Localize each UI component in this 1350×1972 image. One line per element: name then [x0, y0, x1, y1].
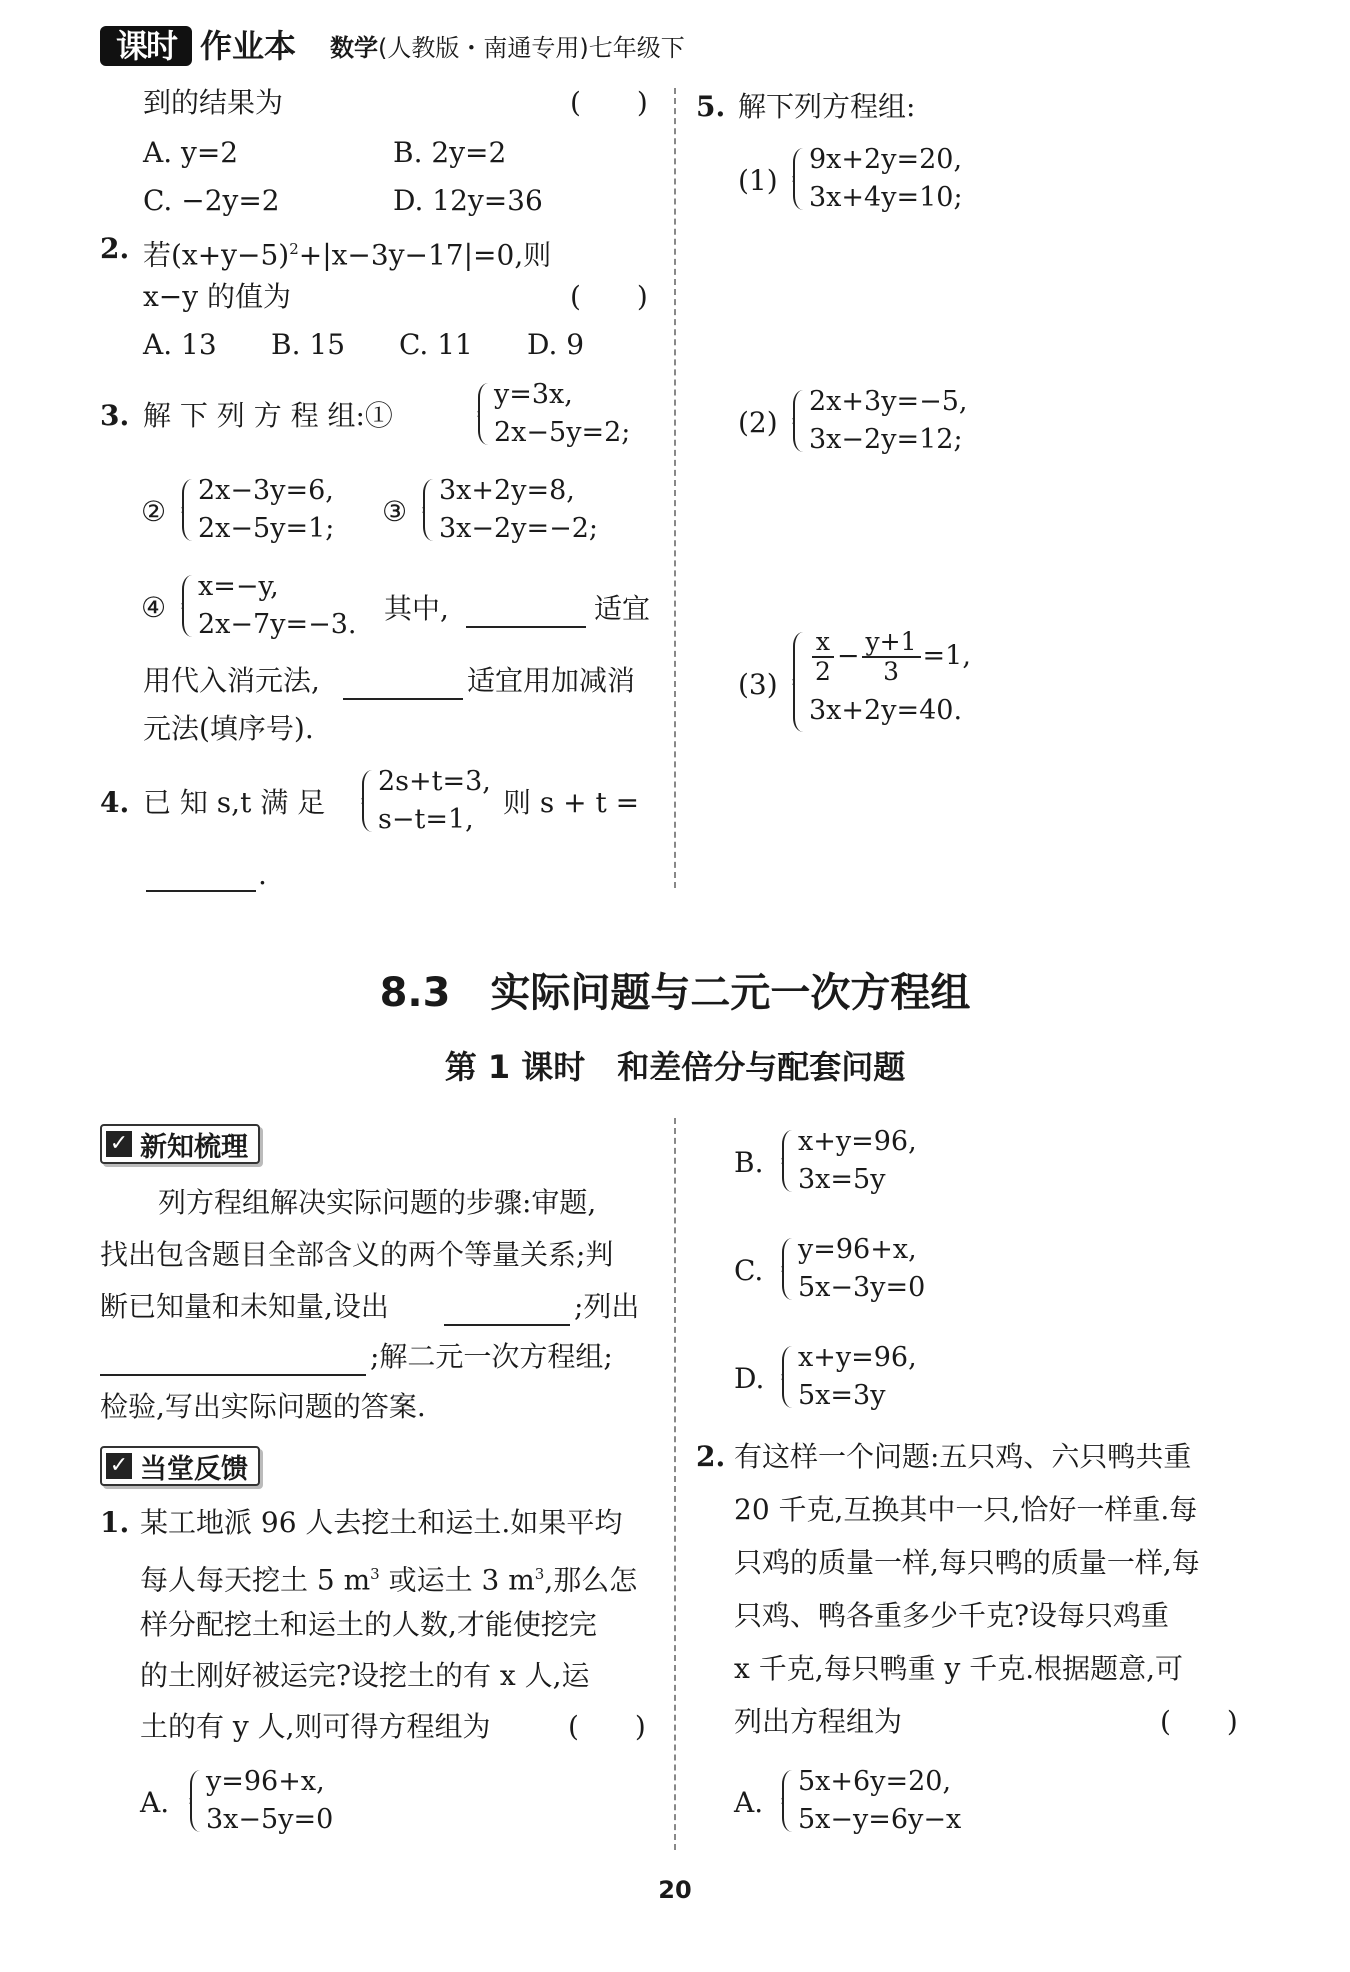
subject-label: 数学 [330, 34, 378, 62]
fb-q1-number: 1. [100, 1506, 130, 1539]
equations [798, 1763, 961, 1839]
equation: 2x+3y=−5, [809, 386, 968, 417]
equation: 5x+6y=20, [798, 1766, 952, 1797]
fb-q1-line1: 某工地派 96 人去挖土和运土.如果平均 [140, 1506, 623, 1539]
page-number: 20 [658, 1876, 692, 1904]
equation: 3x+2y=40. [809, 695, 963, 726]
q1-option-c: C. −2y=2 [143, 184, 280, 217]
q4-tail: 则 s + t = [503, 786, 640, 819]
fb-q1-option-a-system [190, 1763, 333, 1839]
q4-answer-blank[interactable] [146, 864, 256, 892]
fb-q2-line2: 20 千克,互换其中一只,恰好一样重.每 [734, 1493, 1198, 1526]
checkbox-icon: ✓ [106, 1453, 132, 1479]
tag-label: 新知梳理 [140, 1131, 248, 1163]
fb-q1-line2a: 每人每天挖土 5 m [140, 1563, 371, 1597]
summary-line-5: 检验,写出实际问题的答案. [100, 1390, 426, 1423]
fb-q1-option-b-system [782, 1123, 917, 1199]
q5-part3-system [793, 628, 971, 736]
fb-q1-option-b-label: B. [734, 1146, 764, 1179]
fb-q1-line2c: ,那么怎 [544, 1563, 638, 1597]
numerator: x [812, 628, 834, 658]
q3-system-2 [182, 472, 334, 548]
fb-q2-line4: 只鸡、鸭各重多少千克?设每只鸡重 [734, 1599, 1170, 1632]
q2-line1-part1: 若(x+y−5) [143, 238, 290, 272]
equation: x+y=96, [798, 1126, 917, 1157]
numerator: y+1 [862, 628, 921, 658]
brace [182, 575, 194, 637]
q2-option-d: D. 9 [527, 328, 585, 361]
equations [809, 628, 971, 736]
denominator: 3 [883, 657, 899, 686]
q2-answer-paren: ( ) [570, 280, 648, 313]
fraction-y-plus-1-over-3 [862, 628, 921, 686]
summary-line-2: 找出包含题目全部含义的两个等量关系;判 [100, 1238, 614, 1271]
equation: x+y=96, [798, 1342, 917, 1373]
q2-line2: x−y 的值为 [143, 280, 291, 313]
q5-title: 解下列方程组: [738, 90, 916, 123]
equations [809, 141, 963, 217]
equation: y=96+x, [206, 1766, 325, 1797]
equations [198, 472, 334, 548]
q3-circle-4: ④ [141, 591, 167, 624]
q3-mid-text: 其中, [384, 592, 449, 625]
q5-part2-system [793, 383, 967, 459]
brace [190, 1770, 202, 1832]
equations [198, 568, 356, 644]
denominator: 2 [815, 657, 831, 686]
q3-circle-2: ② [141, 495, 167, 528]
column-divider-bottom [674, 1118, 676, 1850]
equation: x=−y, [198, 571, 279, 602]
q3-system-4 [182, 568, 356, 644]
fb-q2-number: 2. [696, 1440, 726, 1473]
equations [439, 472, 598, 548]
q2-line1-part2: +|x−3y−17|=0,则 [298, 238, 552, 272]
section-title: 8.3 实际问题与二元一次方程组 [379, 970, 971, 1016]
q3-line3: 元法(填序号). [143, 712, 314, 745]
fb-q1-answer-paren: ( ) [568, 1710, 646, 1743]
equation-with-fractions [809, 628, 971, 686]
equations [798, 1123, 917, 1199]
lesson-title: 第 1 课时 和差倍分与配套问题 [444, 1048, 906, 1086]
q4-lead: 已 知 s,t 满 足 [143, 786, 326, 819]
equation: 5x=3y [798, 1380, 886, 1411]
q2-option-c: C. 11 [399, 328, 473, 361]
fb-q1-line4: 的土刚好被运完?设挖土的有 x 人,运 [140, 1659, 590, 1692]
equation: 5x−y=6y−x [798, 1804, 962, 1835]
equation: 9x+2y=20, [809, 144, 963, 175]
equations [798, 1231, 925, 1307]
q5-part3-label: (3) [738, 668, 778, 701]
brace [478, 383, 490, 445]
brand-logo: 课时 [100, 26, 192, 66]
column-divider-top [674, 88, 676, 888]
brace [793, 148, 805, 210]
q1-option-b: B. 2y=2 [393, 136, 507, 169]
equation: 3x+4y=10; [809, 182, 963, 213]
fb-q1-option-d-label: D. [734, 1362, 765, 1395]
summary-blank-2[interactable] [100, 1348, 366, 1376]
fb-q2-line5: x 千克,每只鸭重 y 千克.根据题意,可 [734, 1652, 1184, 1685]
q5-number: 5. [696, 90, 726, 123]
q2-line1 [143, 232, 551, 272]
summary-line-3b: ;列出 [574, 1290, 640, 1323]
minus-sign: − [836, 640, 860, 672]
fb-q1-option-a-label: A. [140, 1786, 170, 1819]
q4-end: . [258, 858, 267, 891]
fb-q2-line1: 有这样一个问题:五只鸡、六只鸭共重 [734, 1440, 1192, 1473]
q3-circle-3: ③ [382, 495, 408, 528]
equation: y=3x, [494, 379, 573, 410]
fb-q1-line3: 样分配挖土和运土的人数,才能使挖完 [140, 1608, 597, 1641]
equation: 5x−3y=0 [798, 1272, 926, 1303]
brace [782, 1770, 794, 1832]
equation: 3x+2y=8, [439, 475, 575, 506]
cubic-sup: 3 [370, 1565, 380, 1583]
q2-number: 2. [100, 232, 130, 265]
brace [782, 1346, 794, 1408]
tag-class-feedback [100, 1446, 260, 1486]
equation: 2x−5y=1; [198, 513, 335, 544]
brace [793, 390, 805, 452]
brace [782, 1238, 794, 1300]
q2-exponent: 2 [289, 240, 299, 258]
q5-part1-system [793, 141, 963, 217]
equations [378, 763, 491, 839]
q3-system-1 [478, 376, 630, 452]
q2-option-a: A. 13 [143, 328, 217, 361]
q3-system-3 [423, 472, 598, 548]
brace [793, 632, 805, 732]
equations [494, 376, 630, 452]
fb-q1-line5: 土的有 y 人,则可得方程组为 [140, 1710, 491, 1743]
equations [809, 383, 967, 459]
q4-number: 4. [100, 786, 130, 819]
fb-q1-option-c-label: C. [734, 1254, 764, 1287]
cubic-sup: 3 [534, 1565, 545, 1583]
equations [206, 1763, 333, 1839]
book-name: 作业本 [200, 27, 297, 65]
summary-line-1: 列方程组解决实际问题的步骤:审题, [158, 1186, 597, 1219]
equation: s−t=1, [378, 804, 474, 835]
tag-new-knowledge [100, 1124, 260, 1164]
equation: 2x−3y=6, [198, 475, 334, 506]
summary-line-3a: 断已知量和未知量,设出 [100, 1290, 389, 1323]
q4-system [362, 763, 491, 839]
brace [782, 1130, 794, 1192]
edition-label: (人教版・南通专用)七年级下 [378, 34, 685, 62]
q1-answer-paren: ( ) [570, 86, 648, 119]
brace [182, 479, 194, 541]
fb-q1-line2 [140, 1557, 637, 1597]
equation: 2s+t=3, [378, 766, 491, 797]
q2-option-b: B. 15 [271, 328, 346, 361]
fb-q2-line6: 列出方程组为 [734, 1705, 903, 1738]
q5-part2-label: (2) [738, 406, 778, 439]
summary-blank-1[interactable] [444, 1298, 570, 1326]
q3-blank-2[interactable] [343, 672, 463, 700]
equation: 3x−2y=−2; [439, 513, 598, 544]
q3-blank-1[interactable] [466, 600, 586, 628]
equation: y=96+x, [798, 1234, 917, 1265]
equation: 3x=5y [798, 1164, 886, 1195]
q3-mid-text-2: 适宜 [594, 592, 651, 625]
equations [798, 1339, 917, 1415]
equation: 2x−5y=2; [494, 417, 631, 448]
q5-part1-label: (1) [738, 164, 778, 197]
q3-number: 3. [100, 399, 130, 432]
equation: 3x−5y=0 [206, 1804, 334, 1835]
header-subtitle [330, 32, 685, 64]
equation: 2x−7y=−3. [198, 609, 357, 640]
tag-label: 当堂反馈 [140, 1453, 248, 1485]
equation-tail: =1, [922, 640, 971, 672]
fb-q2-option-a-system [782, 1763, 961, 1839]
q1-tail: 到的结果为 [143, 86, 284, 119]
equation: 3x−2y=12; [809, 424, 963, 455]
fb-q2-answer-paren: ( ) [1160, 1705, 1238, 1738]
fb-q1-line2b: 或运土 3 m [379, 1563, 535, 1597]
q1-option-d: D. 12y=36 [393, 184, 543, 217]
q3-lead: 解 下 列 方 程 组:① [143, 399, 393, 432]
checkbox-icon: ✓ [106, 1131, 132, 1157]
fraction-x-over-2 [811, 628, 835, 686]
brace [362, 770, 374, 832]
fb-q2-line3: 只鸡的质量一样,每只鸭的质量一样,每 [734, 1546, 1200, 1579]
q3-line2a: 用代入消元法, [143, 664, 320, 697]
summary-line-4b: ;解二元一次方程组; [370, 1340, 613, 1373]
fb-q1-option-c-system [782, 1231, 925, 1307]
fb-q2-option-a-label: A. [734, 1786, 764, 1819]
q1-option-a: A. y=2 [143, 136, 239, 169]
brace [423, 479, 435, 541]
fb-q1-option-d-system [782, 1339, 917, 1415]
q3-line2b: 适宜用加减消 [467, 664, 636, 697]
